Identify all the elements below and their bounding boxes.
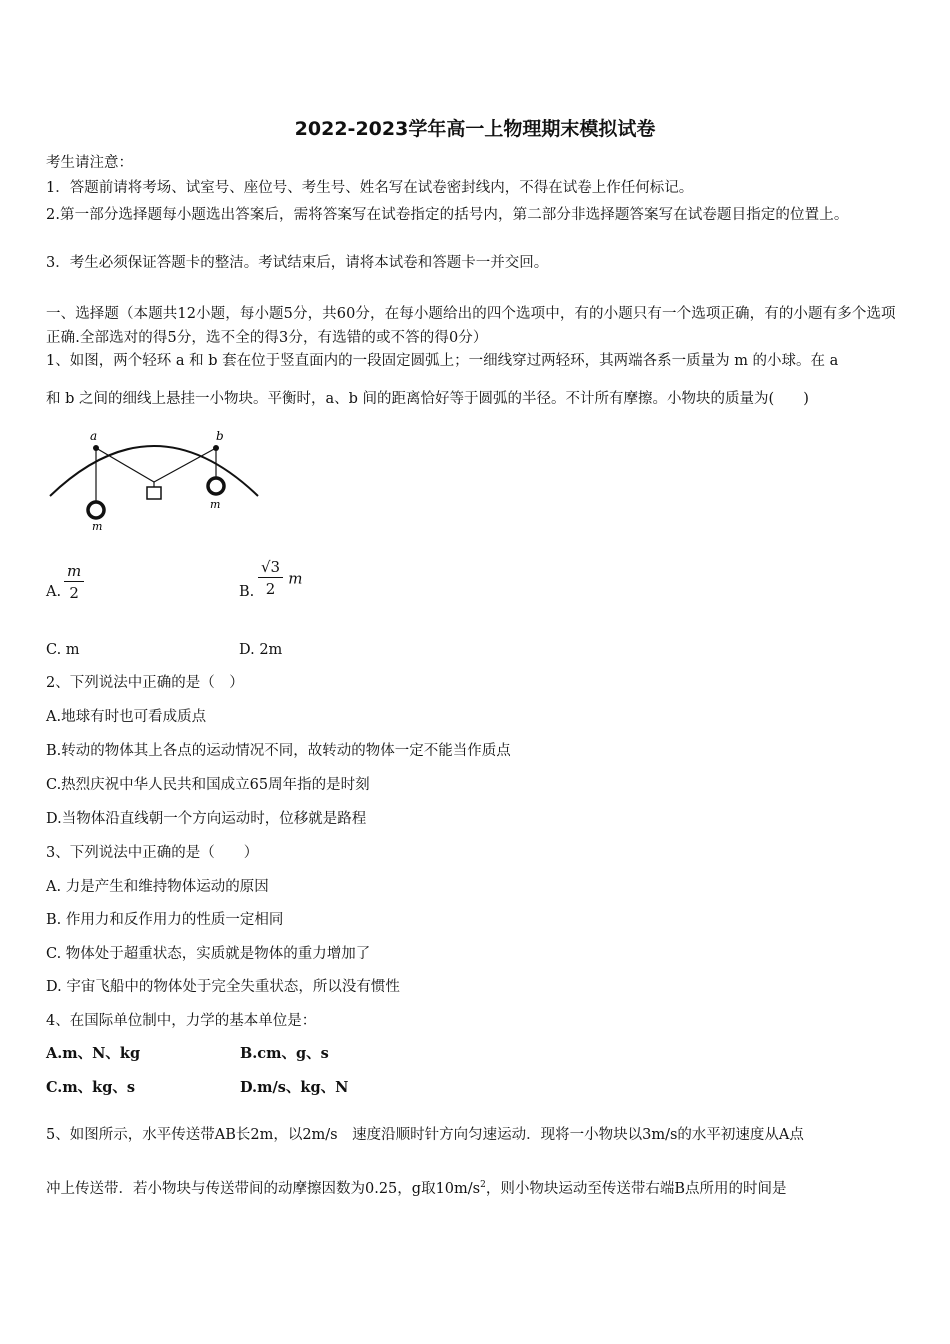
- q4-option-d: D.m/s、kg、N: [240, 1079, 349, 1096]
- q3-option-d: D. 宇宙飞船中的物体处于完全失重状态，所以没有惯性: [46, 979, 400, 995]
- label-m-right: m: [210, 498, 221, 511]
- section-heading: 一、选择题（本题共12小题，每小题5分，共60分，在每小题给出的四个选项中，有的小题只有一个选项正确，有的小题有多个选项正确.全部选对的得5分，选不全的得3分，有选错的或不答的得0分）: [46, 306, 896, 346]
- string-right: [154, 448, 216, 482]
- q1-b-denominator: 2: [265, 580, 276, 598]
- notice-item-1: 1．答题前请将考场、试室号、座位号、考生号、姓名写在试卷密封线内，不得在试卷上作任何标记。: [46, 180, 694, 196]
- q2-option-d: D.当物体沿直线朝一个方向运动时，位移就是路程: [46, 811, 367, 827]
- q5-stem-line1: 5、如图所示，水平传送带AB长2m，以2m/s 速度沿顺时针方向匀速运动．现将一小物块以3m/s的水平初速度从A点: [46, 1127, 804, 1143]
- label-a: a: [90, 429, 98, 443]
- block: [147, 487, 161, 499]
- q2-option-c: C.热烈庆祝中华人民共和国成立65周年指的是时刻: [46, 777, 370, 793]
- q1-stem-line2: 和 b 之间的细线上悬挂一小物块。平衡时，a、b 间的距离恰好等于圆弧的半径。不计所有摩擦。小物块的质量为( ): [46, 391, 809, 407]
- q1-stem-line1: 1、如图，两个轻环 a 和 b 套在位于竖直面内的一段固定圆弧上；一细线穿过两轻环，其两端各系一质量为 m 的小球。在 a: [46, 353, 839, 369]
- q3-option-a: A. 力是产生和维持物体运动的原因: [46, 879, 269, 895]
- q1-option-c: C. m: [46, 642, 80, 658]
- notice-item-3: 3．考生必须保证答题卡的整洁。考试结束后，请将本试卷和答题卡一并交回。: [46, 255, 549, 271]
- q1-option-a-label: A.: [46, 584, 62, 600]
- q5-stem-line2: 冲上传送带．若小物块与传送带间的动摩擦因数为0.25，g取$10m/s^2$，则小物块运动至传送带右端B点所用的时间是: [46, 1180, 787, 1197]
- q3-option-c: C. 物体处于超重状态，实质就是物体的重力增加了: [46, 946, 371, 962]
- q3-option-b: B. 作用力和反作用力的性质一定相同: [46, 912, 284, 928]
- label-b: b: [216, 429, 224, 443]
- q1-b-tail: m: [288, 569, 303, 588]
- q1-option-a-fraction: [64, 561, 84, 604]
- q1-option-d: D. 2m: [239, 642, 283, 658]
- q1-figure: [44, 424, 274, 534]
- ball-right: [208, 478, 224, 494]
- q4-stem: 4、在国际单位制中，力学的基本单位是：: [46, 1013, 317, 1029]
- notice-item-2: 2.第一部分选择题每小题选出答案后，需将答案写在试卷指定的括号内，第二部分非选择题答案写在试卷题目指定的位置上。: [46, 207, 849, 223]
- q4-option-a: A.m、N、kg: [46, 1045, 141, 1062]
- q2-stem: 2、下列说法中正确的是（ ）: [46, 675, 244, 691]
- ball-left: [88, 502, 104, 518]
- q1-a-denominator: 2: [69, 584, 79, 602]
- string-left: [96, 448, 154, 482]
- q4-option-b: B.cm、g、s: [240, 1045, 329, 1062]
- q1-option-b-fraction: [258, 557, 302, 600]
- page-title: 2022-2023学年高一上物理期末模拟试卷: [294, 118, 656, 140]
- q3-stem: 3、下列说法中正确的是（ ）: [46, 845, 259, 861]
- q1-a-numerator: m: [64, 561, 84, 582]
- q2-option-a: A.地球有时也可看成质点: [46, 709, 207, 725]
- q1-option-b-label: B.: [239, 584, 255, 600]
- q1-b-numerator: √3: [258, 557, 283, 578]
- notice-heading: 考生请注意：: [46, 155, 133, 171]
- q4-option-c: C.m、kg、s: [46, 1079, 136, 1096]
- q2-option-b: B.转动的物体其上各点的运动情况不同，故转动的物体一定不能当作质点: [46, 743, 511, 759]
- label-m-left: m: [92, 520, 103, 533]
